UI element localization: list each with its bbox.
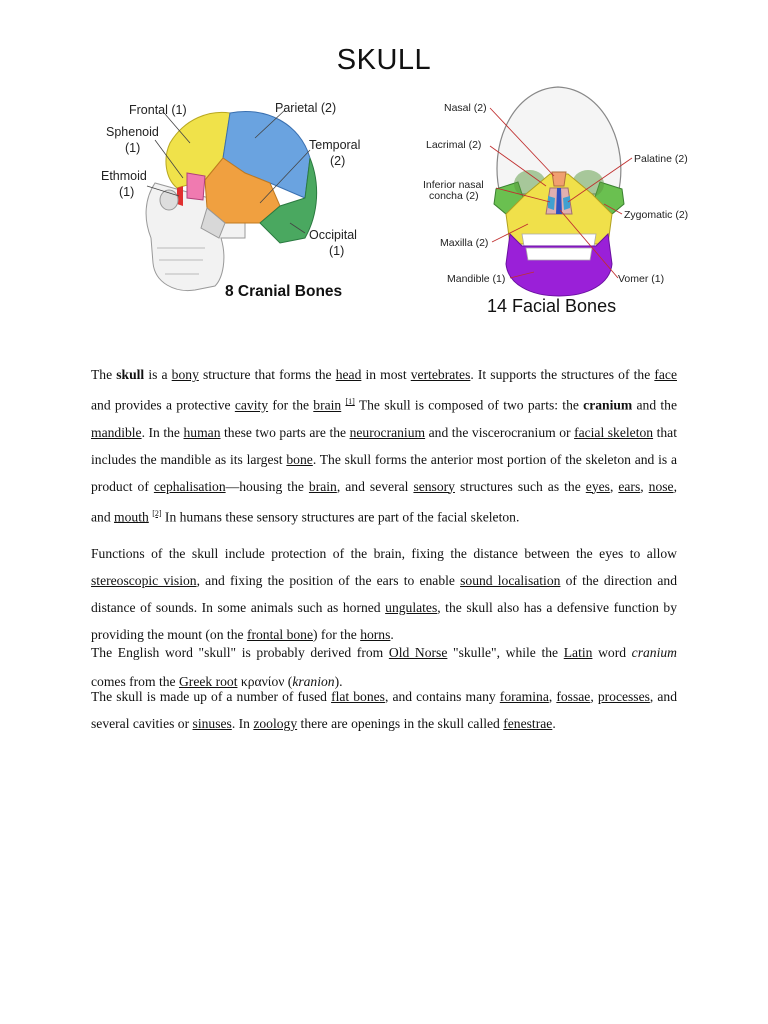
label-temporal-count: (2) (330, 154, 346, 168)
facial-bones-figure (418, 84, 708, 324)
cranial-caption: 8 Cranial Bones (225, 283, 343, 300)
cranial-skull-illustration (95, 88, 385, 308)
link-old-norse[interactable]: Old Norse (388, 645, 448, 660)
label-parietal: Parietal (2) (275, 101, 337, 115)
term-cranium: cranium (583, 397, 633, 413)
link-sound-localisation[interactable]: sound localisation (460, 573, 561, 588)
facial-caption: 14 Facial Bones (487, 296, 617, 316)
link-mouth[interactable]: mouth (114, 509, 149, 525)
citation-1[interactable]: [1] (345, 397, 355, 406)
link-ungulates[interactable]: ungulates (385, 600, 438, 615)
label-occipital: Occipital (309, 228, 357, 242)
link-neurocranium[interactable]: neurocranium (349, 424, 426, 440)
term-cranium-italic: cranium (631, 645, 677, 660)
link-greek-root[interactable]: Greek root (178, 674, 238, 689)
citation-2[interactable]: [2] (152, 508, 162, 518)
link-vertebrates[interactable]: vertebrates (410, 367, 471, 382)
label-zygomatic: Zygomatic (2) (624, 209, 689, 221)
link-brain[interactable]: brain (313, 397, 342, 413)
link-facial-skeleton[interactable]: facial skeleton (574, 424, 654, 440)
link-horns[interactable]: horns (360, 627, 391, 642)
link-brain-2[interactable]: brain (308, 478, 337, 494)
link-zoology[interactable]: zoology (253, 716, 298, 731)
link-sensory[interactable]: sensory (413, 478, 455, 494)
link-bony[interactable]: bony (171, 367, 199, 382)
link-bone[interactable]: bone (286, 451, 313, 467)
link-cephalisation[interactable]: cephalisation (153, 478, 226, 494)
link-nose[interactable]: nose (648, 478, 674, 494)
vomer-region (556, 188, 562, 214)
cranial-bones-figure (95, 88, 385, 308)
link-cavity[interactable]: cavity (234, 397, 269, 413)
facial-skull-illustration (418, 84, 708, 324)
label-frontal: Frontal (1) (129, 103, 187, 117)
label-sphenoid: Sphenoid (106, 125, 159, 139)
link-sinuses[interactable]: sinuses (192, 716, 232, 731)
label-mandible: Mandible (1) (447, 273, 506, 285)
link-flat-bones[interactable]: flat bones (331, 689, 385, 704)
label-occipital-count: (1) (329, 244, 345, 258)
page-title: SKULL (336, 44, 432, 76)
link-frontal-bone[interactable]: frontal bone (246, 627, 313, 642)
link-head[interactable]: head (335, 367, 362, 382)
link-fenestrae[interactable]: fenestrae (503, 716, 553, 731)
label-maxilla: Maxilla (2) (440, 237, 489, 249)
label-inferior-nasal: Inferior nasal (423, 179, 484, 191)
label-inferior-nasal-concha: concha (2) (429, 190, 479, 202)
link-human[interactable]: human (183, 424, 221, 440)
paragraph-structure: The skull is made up of a number of fused flat bones, and contains many foramina, fossae, processes, and several cavities or sinuses. In zoology there are openings in the skull called fenestrae. (91, 689, 678, 731)
label-sphenoid-count: (1) (125, 141, 141, 155)
link-foramina[interactable]: foramina (499, 689, 549, 704)
link-processes[interactable]: processes (597, 689, 650, 704)
nasal-region (552, 172, 566, 186)
sphenoid-bone-region (187, 173, 205, 200)
link-fossae[interactable]: fossae (556, 689, 591, 704)
label-temporal: Temporal (309, 138, 361, 152)
label-ethmoid: Ethmoid (101, 169, 147, 183)
link-ears[interactable]: ears (618, 478, 641, 494)
term-kranion: kranion (292, 674, 335, 689)
label-vomer: Vomer (1) (618, 273, 665, 285)
label-palatine: Palatine (2) (634, 153, 688, 165)
link-eyes[interactable]: eyes (585, 478, 610, 494)
label-ethmoid-count: (1) (119, 185, 135, 199)
paragraph-etymology: The English word "skull" is probably derived from Old Norse "skulle", while the Latin word cranium comes from the Greek root κρανίον (kranion). (91, 645, 677, 689)
paragraph-functions: Functions of the skull include protection of the brain, fixing the distance between the eyes to allow stereoscopic vision, and fixing the position of the ears to enable sound localisation of the direction and distance of sounds. In some animals such as horned ungulates, the skull also has a defensive function by providing the mount (on the frontal bone) for the horns. (91, 546, 678, 642)
link-latin[interactable]: Latin (563, 645, 593, 660)
term-skull: skull (116, 367, 145, 382)
paragraph-intro: The skull is a bony structure that forms the head in most vertebrates. It supports the structures of the face and provides a protective cavity for the brain [1] The skull is composed of two parts: the cranium and the mandible. In the human these two parts are the neurocranium and the viscerocranium or facial skeleton that includes the mandible as its largest bone. The skull forms the anterior most portion of the skeleton and is a product of cephalisation—housing the brain, and several sensory structures such as the eyes, ears, nose, and mouth [2] In humans these sensory structures are part of the facial skeleton. (91, 367, 677, 525)
link-stereoscopic-vision[interactable]: stereoscopic vision (91, 573, 197, 588)
link-mandible[interactable]: mandible (91, 424, 142, 440)
link-face[interactable]: face (654, 367, 677, 382)
label-nasal: Nasal (2) (444, 102, 487, 114)
label-lacrimal: Lacrimal (2) (426, 139, 482, 151)
